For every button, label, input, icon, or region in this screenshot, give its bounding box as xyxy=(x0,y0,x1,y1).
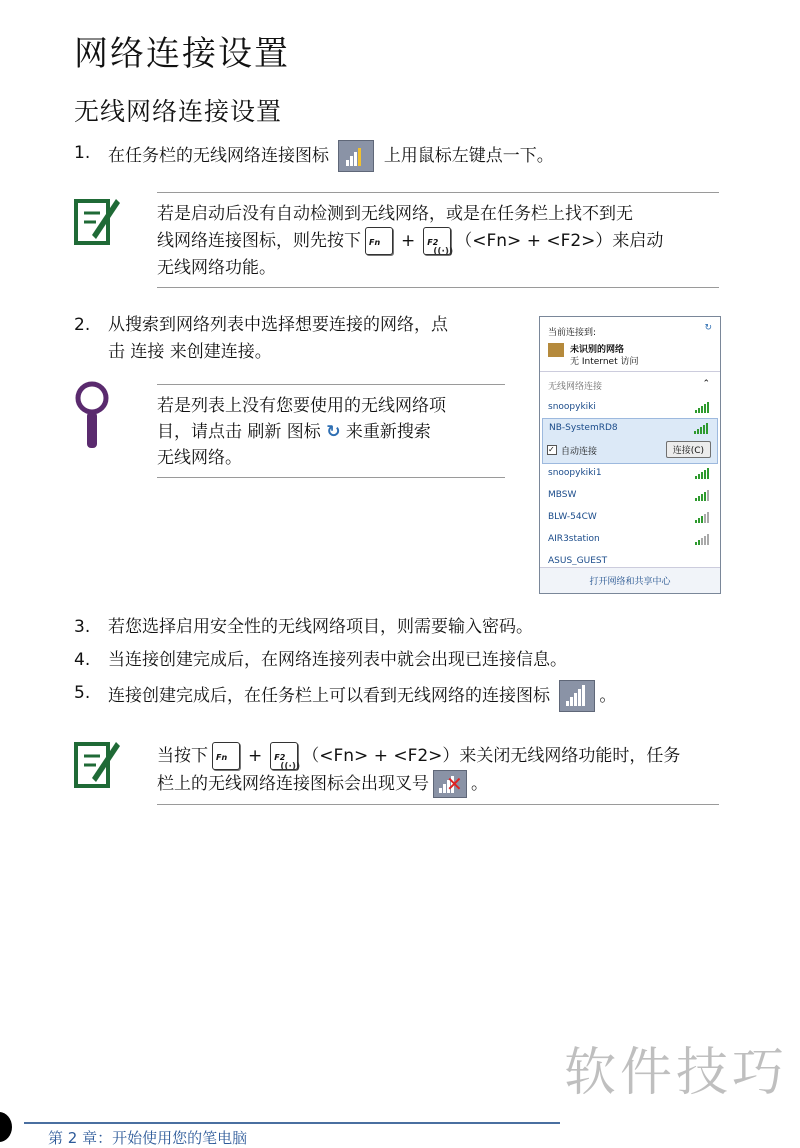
step-1 xyxy=(74,140,774,170)
signal-icon xyxy=(695,402,710,413)
note-box xyxy=(157,192,719,288)
note-line: 无线网络功能。 xyxy=(157,258,276,278)
signal-icon xyxy=(694,423,709,434)
network-sharing-center-link[interactable]: 打开网络和共享中心 xyxy=(589,577,671,587)
step-text: 上用鼠标左键点一下。 xyxy=(383,146,554,166)
step-text: 连接创建完成后，在任务栏上可以看到无线网络的连接图标 xyxy=(108,686,550,706)
auto-connect-label: 自动连接 xyxy=(561,447,598,457)
step-5 xyxy=(74,680,774,712)
network-item[interactable]: MBSW xyxy=(540,485,720,507)
step-text: 当连接创建完成后，在网络连接列表中就会出现已连接信息。 xyxy=(108,650,567,670)
note-text: 。 xyxy=(471,774,488,794)
network-bench-icon xyxy=(548,343,564,357)
step-number: 4. xyxy=(74,650,91,670)
step-2 xyxy=(74,312,514,368)
network-popup xyxy=(539,316,721,594)
wireless-disabled-icon: ✕ xyxy=(433,770,467,798)
connect-button[interactable]: 连接(C) xyxy=(666,441,711,458)
step-number: 2. xyxy=(74,315,91,335)
note-icon xyxy=(74,738,122,790)
step-text: 从搜索到网络列表中选择想要连接的网络，点 xyxy=(108,315,448,335)
network-item[interactable]: snoopykiki xyxy=(540,397,720,419)
network-name: NB-SystemRD8 xyxy=(549,423,618,433)
note-text: （<Fn> + <F2>）来启动 xyxy=(455,231,664,251)
network-item[interactable]: AIR3station xyxy=(540,529,720,551)
plus-sign: + xyxy=(401,231,416,251)
note-text: 线网络连接图标，则先按下 xyxy=(157,231,361,251)
wireless-header: 无线网络连接 xyxy=(548,382,603,392)
note-line xyxy=(157,227,719,255)
no-internet-text: 无 Internet 访问 xyxy=(570,357,639,367)
tip-box xyxy=(157,384,505,478)
page-number-badge xyxy=(0,1112,12,1142)
note-text: 栏上的无线网络连接图标会出现叉号 xyxy=(157,774,429,794)
tip-text: 目，请点击 刷新 图标 xyxy=(157,422,321,442)
tip-line: 无线网络。 xyxy=(157,448,242,468)
note-icon xyxy=(74,195,122,247)
footer-chapter: 第 2 章：开始使用您的笔电脑 xyxy=(48,1129,248,1147)
wireless-connected-icon xyxy=(559,680,595,712)
step-text: 在任务栏的无线网络连接图标 xyxy=(108,146,329,166)
selected-network[interactable] xyxy=(542,418,718,464)
wireless-tray-icon xyxy=(338,140,374,172)
step-number: 3. xyxy=(74,617,91,637)
note-text: 当按下 xyxy=(157,746,208,766)
note-line: 若是启动后没有自动检测到无线网络，或是在任务栏上找不到无 xyxy=(157,204,633,224)
auto-connect-checkbox[interactable]: ✓ xyxy=(547,445,557,455)
note-line xyxy=(157,770,719,798)
magnifier-icon xyxy=(74,380,114,452)
note-line xyxy=(157,742,719,770)
signal-icon xyxy=(695,468,710,479)
page-title: 网络连接设置 xyxy=(74,34,290,74)
step-text: 击 连接 来创建连接。 xyxy=(108,342,272,362)
f2-key-icon: F2 ((·)) xyxy=(270,742,298,770)
signal-icon xyxy=(695,512,710,523)
step-text: 。 xyxy=(599,686,617,706)
footer-rule xyxy=(24,1122,560,1124)
tip-line xyxy=(157,419,505,445)
network-item[interactable]: BLW-54CW xyxy=(540,507,720,529)
fn-key-icon: Fn xyxy=(212,742,240,770)
chevron-up-icon[interactable]: ⌃ xyxy=(702,379,710,389)
step-number: 5. xyxy=(74,683,91,703)
refresh-icon: ↻ xyxy=(326,422,341,442)
step-3 xyxy=(74,614,774,644)
network-item[interactable]: snoopykiki1 xyxy=(540,463,720,485)
tip-line: 若是列表上没有您要使用的无线网络项 xyxy=(157,396,446,416)
watermark: 软件技巧 xyxy=(563,1043,788,1103)
network-item[interactable]: ASUS_GUEST xyxy=(548,556,608,565)
tip-text: 来重新搜索 xyxy=(345,422,431,442)
signal-icon xyxy=(695,534,710,545)
step-4 xyxy=(74,647,774,677)
refresh-icon[interactable]: ↻ xyxy=(704,323,712,333)
current-connection-label: 当前连接到: xyxy=(548,328,597,338)
step-number: 1. xyxy=(74,143,91,163)
signal-icon xyxy=(695,490,710,501)
note-box xyxy=(157,734,719,805)
unknown-network: 未识别的网络 xyxy=(570,345,625,355)
section-title: 无线网络连接设置 xyxy=(74,97,283,126)
note-text: （<Fn> + <F2>）来关闭无线网络功能时，任务 xyxy=(302,746,681,766)
step-text: 若您选择启用安全性的无线网络项目，则需要输入密码。 xyxy=(108,617,533,637)
f2-key-icon: F2 ((·)) xyxy=(423,227,451,255)
plus-sign: + xyxy=(248,746,263,766)
fn-key-icon: Fn xyxy=(365,227,393,255)
